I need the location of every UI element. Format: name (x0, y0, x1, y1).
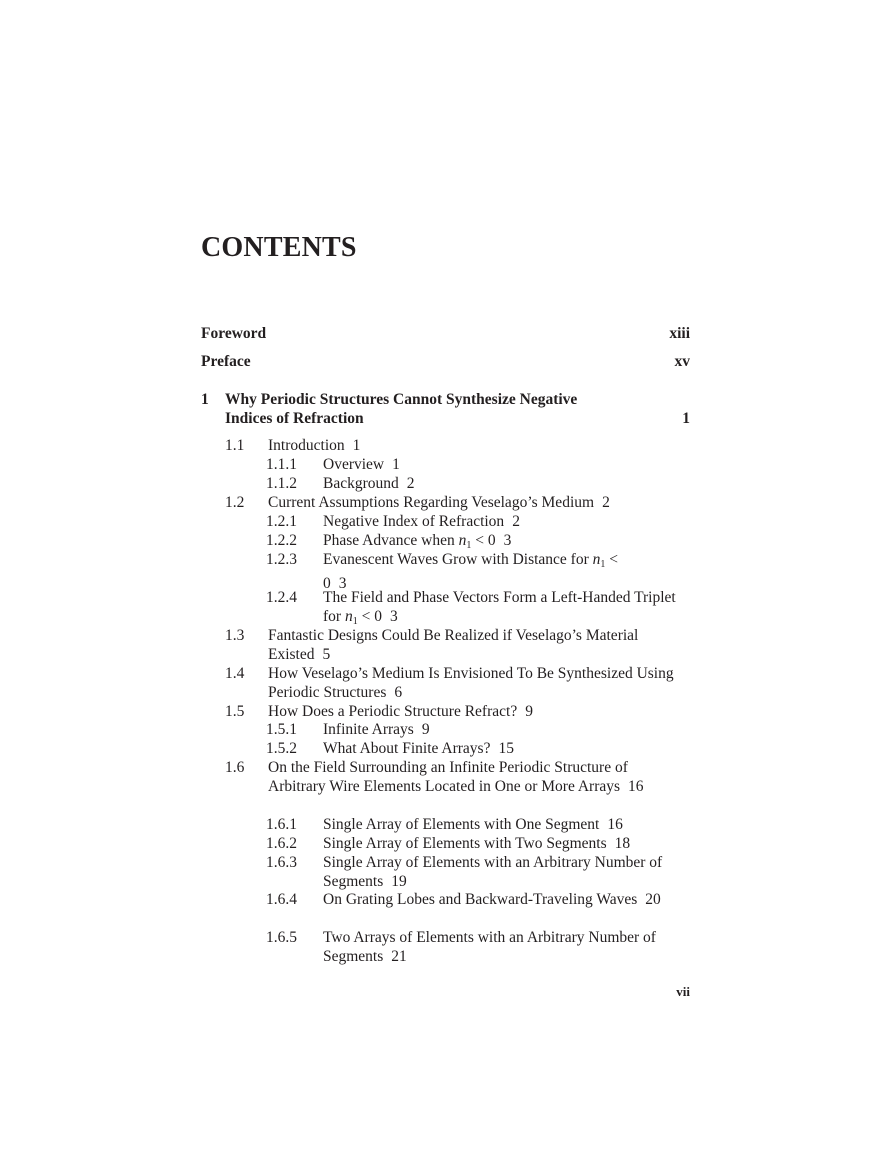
section-title: How Veselago’s Medium Is Envisioned To Be Synthesized Using Periodic Structures (268, 665, 674, 701)
section-title: How Does a Periodic Structure Refract? (268, 703, 518, 720)
toc-subsection[interactable] (266, 456, 686, 475)
math-inequality: < 0 (361, 607, 382, 625)
section-number: 1.1 (225, 437, 245, 454)
section-page: 3 (389, 607, 398, 625)
section-page: 20 (645, 891, 661, 908)
math-subscript: 1 (466, 540, 472, 551)
math-subscript: 1 (352, 615, 358, 627)
section-title: Phase Advance when (323, 532, 455, 549)
section-title: On Grating Lobes and Backward-Traveling Waves (323, 891, 638, 908)
section-number: 1.1.2 (266, 475, 297, 492)
section-title: On the Field Surrounding an Infinite Periodic Structure of Arbitrary Wire Elements Located in One or More Arrays (268, 759, 628, 795)
toc-section[interactable] (225, 665, 685, 703)
section-page: 9 (421, 721, 430, 738)
page-number: vii (676, 984, 690, 999)
section-page: 3 (338, 574, 347, 592)
section-page: 18 (614, 835, 631, 852)
section-number: 1.2.4 (266, 589, 297, 606)
section-number: 1.2.2 (266, 532, 297, 549)
section-page: 21 (391, 947, 407, 965)
section-title: Evanescent Waves Grow with Distance for (323, 551, 589, 568)
toc-entry-page: xv (674, 353, 690, 370)
toc-section[interactable] (225, 703, 685, 722)
section-title: Negative Index of Refraction (323, 513, 505, 530)
section-page: 3 (503, 532, 512, 549)
section-title: Single Array of Elements with an Arbitrary Number of Segments (323, 854, 663, 890)
toc-subsection[interactable] (266, 475, 686, 494)
toc-section[interactable] (225, 627, 685, 665)
toc-chapter-1[interactable] (201, 390, 690, 428)
section-page: 2 (406, 475, 415, 492)
section-title: The Field and Phase Vectors Form a Left-Handed Triplet for (323, 589, 676, 625)
section-number: 1.4 (225, 665, 245, 682)
section-number: 1.5.1 (266, 721, 297, 738)
section-page: 9 (525, 703, 533, 720)
section-number: 1.1.1 (266, 456, 297, 473)
section-page: 2 (512, 513, 520, 530)
section-number: 1.6.4 (266, 891, 297, 908)
toc-entry-preface[interactable] (201, 352, 690, 371)
toc-subsection[interactable] (266, 513, 686, 532)
section-page: 16 (607, 816, 623, 833)
math-subscript: 1 (600, 559, 606, 570)
section-title: Overview (323, 456, 385, 473)
math-variable: n (592, 551, 601, 568)
section-title: Introduction (268, 437, 345, 454)
section-number: 1.5.2 (266, 740, 297, 757)
section-page: 2 (602, 494, 610, 511)
section-page: 16 (628, 777, 644, 795)
section-page: 1 (392, 456, 400, 473)
chapter-number: 1 (201, 391, 209, 408)
section-title: Single Array of Elements with One Segment (323, 816, 600, 833)
math-variable: n (458, 532, 467, 549)
section-number: 1.2.1 (266, 513, 297, 530)
toc-subsection[interactable] (266, 929, 686, 967)
toc-section[interactable] (225, 494, 685, 513)
section-number: 1.6.3 (266, 854, 297, 871)
section-title: Infinite Arrays (323, 721, 414, 738)
section-title: What About Finite Arrays? (323, 740, 491, 757)
section-number: 1.6.2 (266, 835, 297, 852)
section-title: Fantastic Designs Could Be Realized if Veselago’s Material Existed (268, 627, 639, 663)
toc-entry-label: Preface (201, 353, 251, 370)
section-number: 1.6 (225, 759, 245, 776)
toc-subsection[interactable] (266, 551, 626, 594)
section-page: 1 (352, 437, 361, 454)
math-variable: n (344, 607, 353, 625)
section-page: 5 (322, 645, 331, 663)
toc-entry-foreword[interactable] (201, 324, 690, 343)
section-title: Single Array of Elements with Two Segments (323, 835, 607, 852)
section-number: 1.2.3 (266, 551, 297, 568)
section-number: 1.2 (225, 494, 245, 511)
chapter-page: 1 (682, 410, 690, 427)
toc-section[interactable] (225, 759, 665, 797)
math-inequality: < 0 (475, 532, 496, 549)
toc-entry-label: Foreword (201, 325, 267, 342)
page-title: CONTENTS (201, 232, 357, 263)
toc-subsection[interactable] (266, 721, 686, 740)
section-page: 15 (498, 740, 514, 757)
section-number: 1.5 (225, 703, 245, 720)
toc-subsection[interactable] (266, 816, 686, 835)
section-title: Current Assumptions Regarding Veselago’s Medium (268, 494, 595, 511)
math-inequality: < 0 (323, 551, 619, 592)
toc-subsection[interactable] (266, 891, 686, 910)
toc-section[interactable] (225, 437, 685, 456)
section-title: Background (323, 475, 399, 492)
section-number: 1.6.1 (266, 816, 297, 833)
toc-entry-page: xiii (669, 325, 690, 342)
section-page: 6 (394, 683, 403, 701)
section-page: 19 (391, 872, 407, 890)
section-number: 1.3 (225, 627, 245, 644)
chapter-title: Why Periodic Structures Cannot Synthesize Negative Indices of Refraction (225, 391, 578, 427)
toc-subsection[interactable] (266, 835, 686, 854)
section-number: 1.6.5 (266, 929, 297, 946)
section-title: Two Arrays of Elements with an Arbitrary Number of Segments (323, 929, 656, 965)
toc-subsection[interactable] (266, 589, 686, 632)
toc-subsection[interactable] (266, 854, 686, 892)
toc-subsection[interactable] (266, 740, 686, 759)
